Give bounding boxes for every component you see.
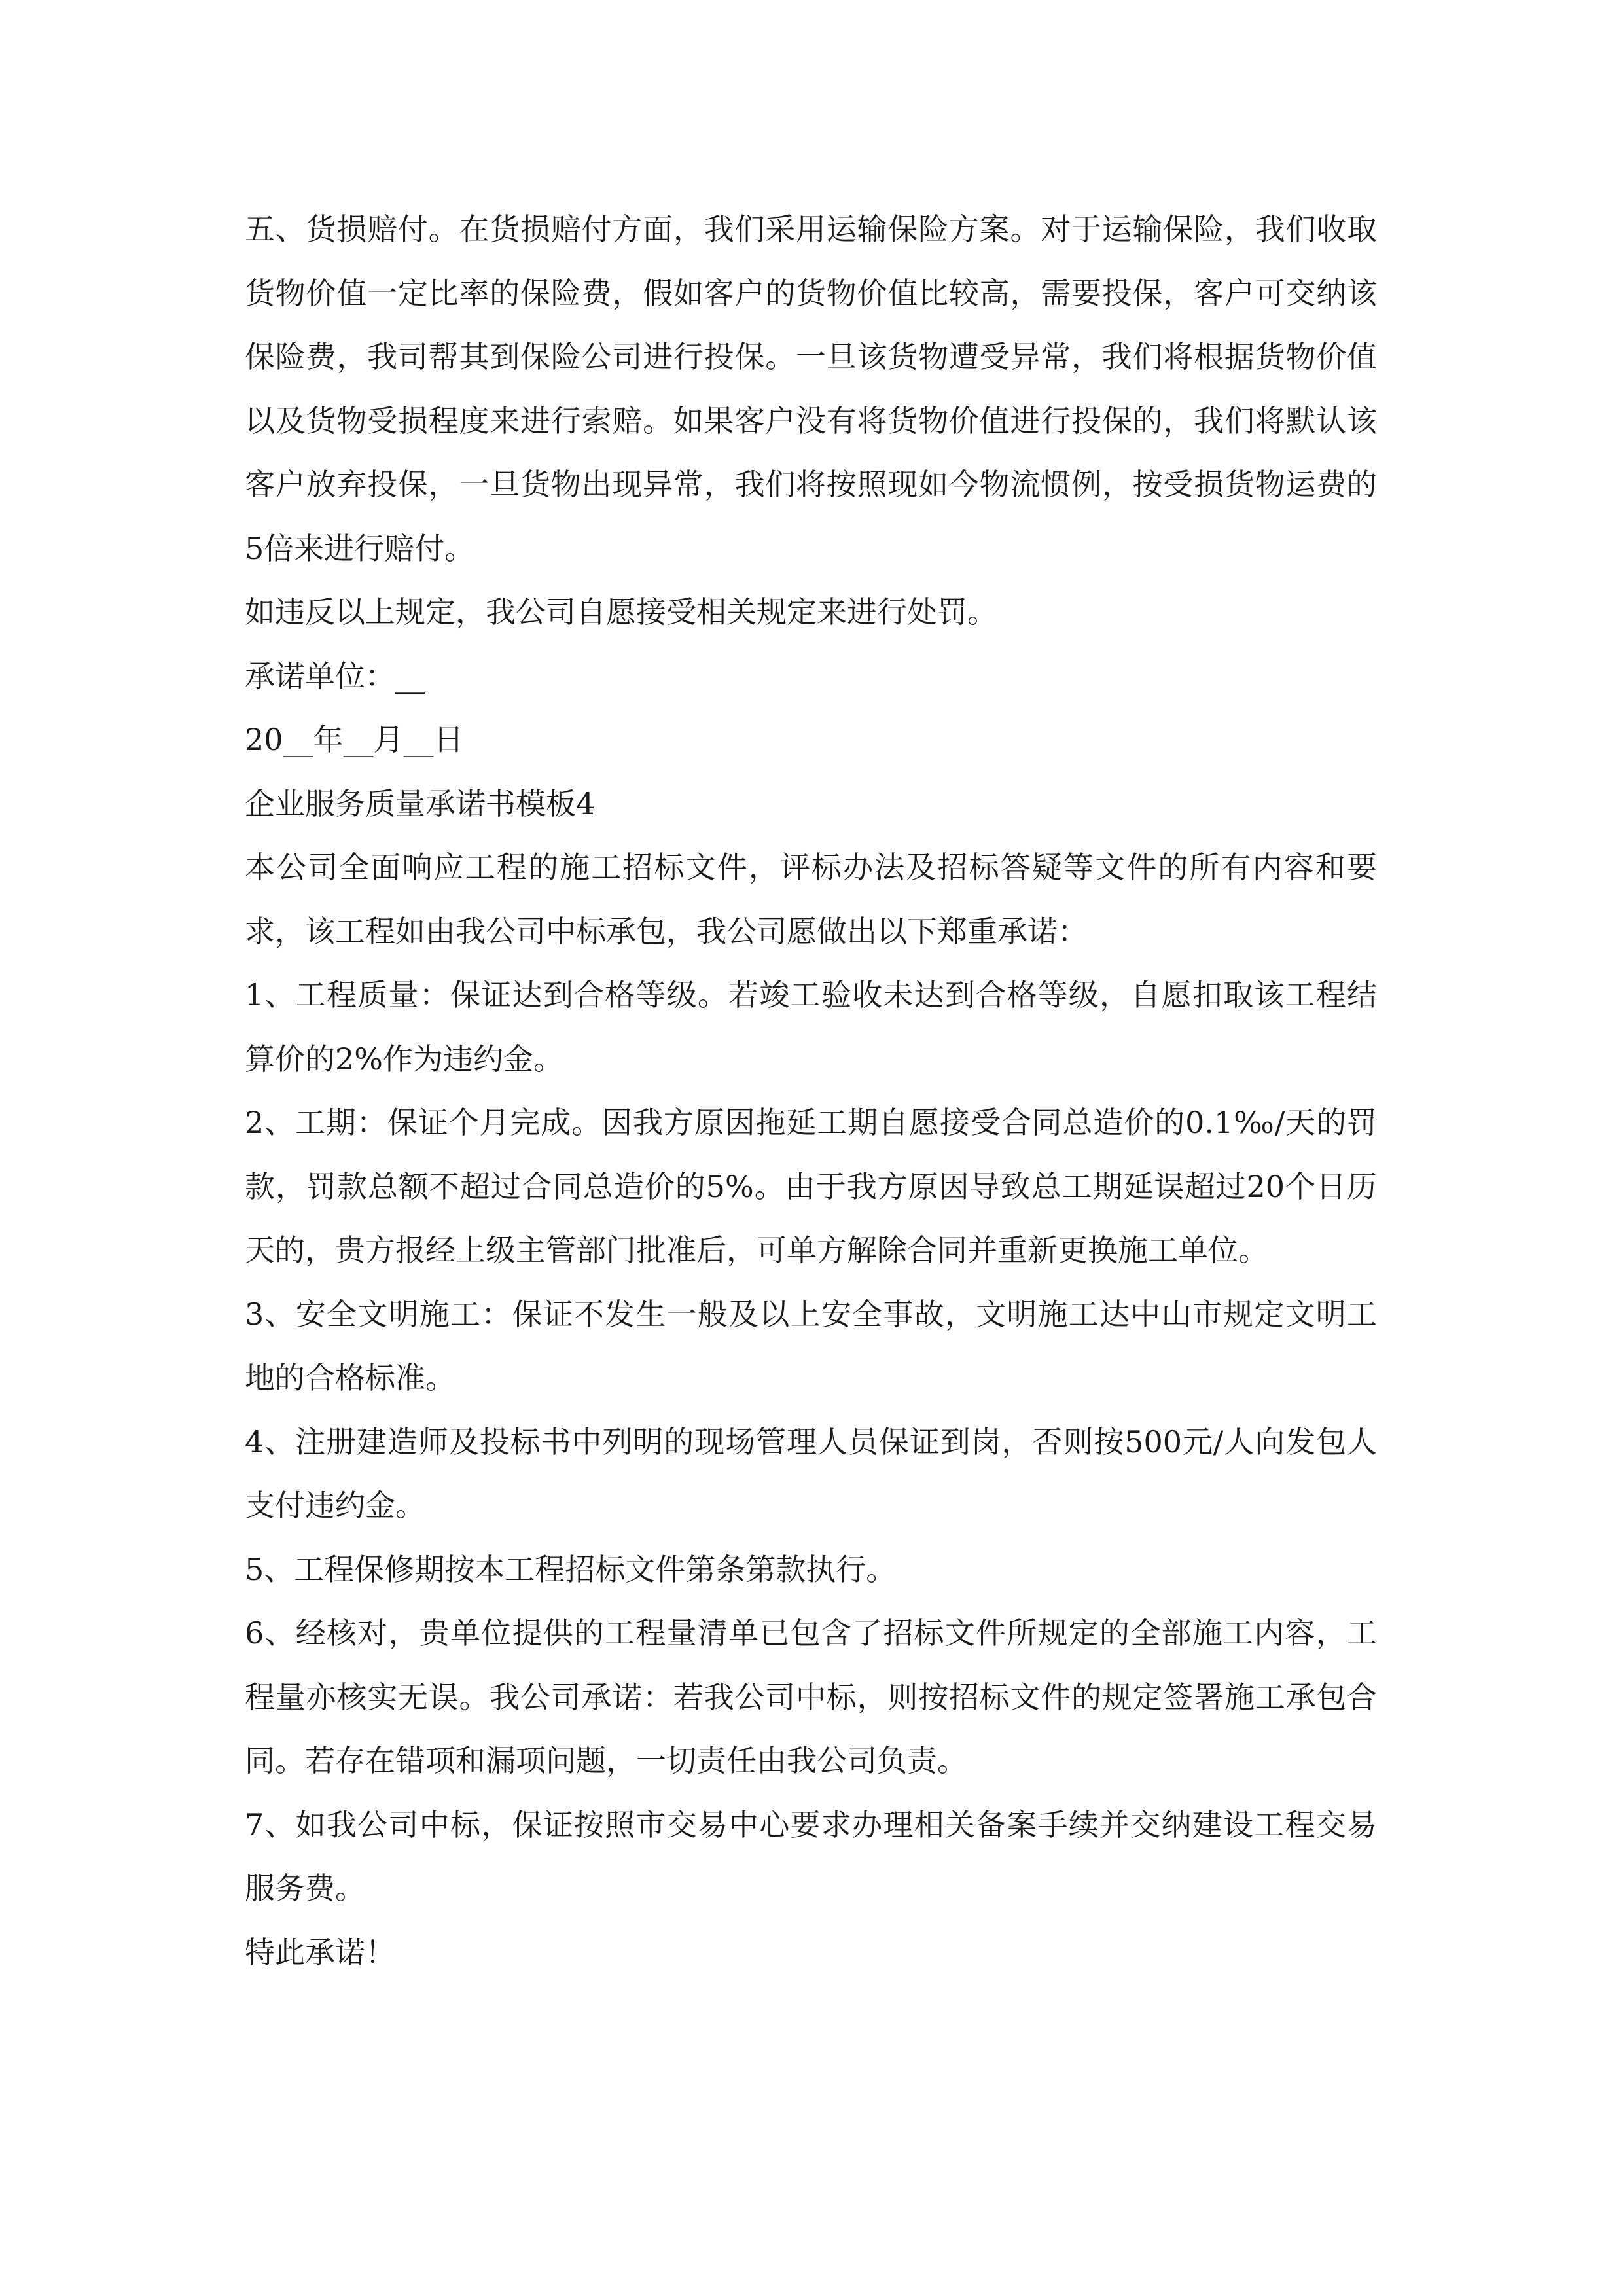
section-title: 企业服务质量承诺书模板4 [245, 785, 596, 821]
list-item-bill-of-quantities: 6、经核对，贵单位提供的工程量清单已包含了招标文件所规定的全部施工内容，工程量亦核实无误。我公司承诺：若我公司中标，则按招标文件的规定签署施工承包合同。若存在错项和漏项问题，一切责任由我公司负责。 [245, 1615, 1377, 1778]
list-item-personnel: 4、注册建造师及投标书中列明的现场管理人员保证到岗，否则按500元/人向发包人支付违约金。 [245, 1424, 1377, 1523]
list-item-schedule: 2、工期：保证个月完成。因我方原因拖延工期自愿接受合同总造价的0.1‰/天的罚款，罚款总额不超过合同总造价的5%。由于我方原因导致总工期延误超过20个日历天的，贵方报经上级主管部门批准后，可单方解除合同并重新更换施工单位。 [245, 1105, 1377, 1268]
list-item-warranty: 5、工程保修期按本工程招标文件第条第款执行。 [245, 1551, 897, 1587]
list-item-quality: 1、工程质量：保证达到合格等级。若竣工验收未达到合格等级，自愿扣取该工程结算价的2%作为违约金。 [245, 977, 1377, 1077]
pledging-unit-line: 承诺单位：__ [245, 658, 425, 694]
date-line: 20__年__月__日 [245, 722, 464, 757]
list-item-safety: 3、安全文明施工：保证不发生一般及以上安全事故，文明施工达中山市规定文明工地的合格标准。 [245, 1296, 1377, 1395]
list-item-filing-fees: 7、如我公司中标，保证按照市交易中心要求办理相关备案手续并交纳建设工程交易服务费。 [245, 1806, 1377, 1906]
paragraph-intro: 本公司全面响应工程的施工招标文件，评标办法及招标答疑等文件的所有内容和要求，该工程如由我公司中标承包，我公司愿做出以下郑重承诺： [245, 850, 1377, 949]
paragraph-penalty-acceptance: 如违反以上规定，我公司自愿接受相关规定来进行处罚。 [245, 594, 997, 630]
paragraph-cargo-damage-compensation: 五、货损赔付。在货损赔付方面，我们采用运输保险方案。对于运输保险，我们收取货物价值一定比率的保险费，假如客户的货物价值比较高，需要投保，客户可交纳该保险费，我司帮其到保险公司进行投保。一旦该货物遭受异常，我们将根据货物价值以及货物受损程度来进行索赔。如果客户没有将货物价值进行投保的，我们将默认该客户放弃投保，一旦货物出现异常，我们将按照现如今物流惯例，按受损货物运费的5倍来进行赔付。 [245, 211, 1377, 566]
closing-statement: 特此承诺！ [245, 1934, 395, 1970]
document-body [245, 198, 1377, 1984]
